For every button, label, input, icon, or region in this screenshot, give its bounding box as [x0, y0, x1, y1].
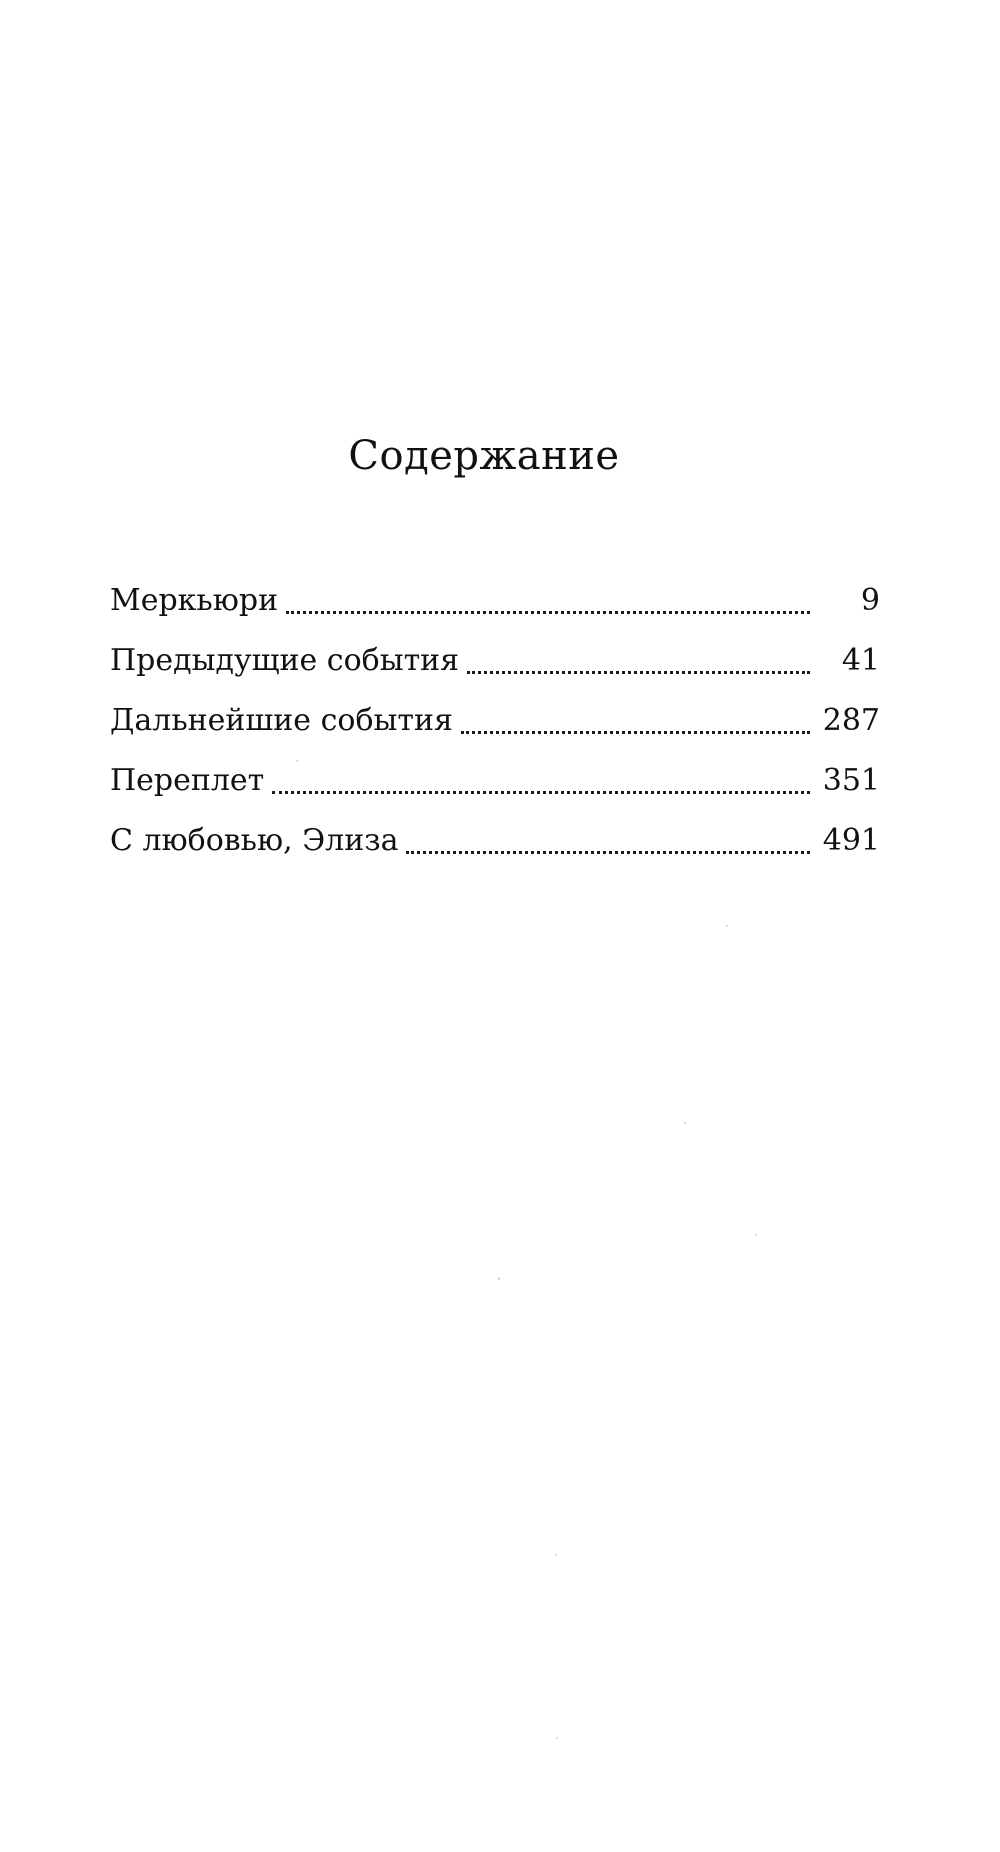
toc-entry [110, 571, 880, 631]
dot-leader [461, 729, 810, 734]
toc-entry-title: Меркьюри [110, 583, 279, 618]
toc-page-number: 491 [822, 823, 880, 858]
scan-speck [556, 1737, 558, 1739]
scan-speck [684, 1122, 686, 1124]
toc-entry [110, 811, 880, 871]
table-of-contents [110, 571, 880, 871]
page-title: Содержание [348, 433, 620, 479]
toc-page-number: 41 [841, 643, 880, 678]
dot-leader [272, 789, 810, 794]
dot-leader [286, 609, 810, 614]
scan-speck [296, 760, 298, 762]
scan-speck [555, 1554, 557, 1556]
dot-leader [406, 849, 810, 854]
toc-page-number: 351 [822, 763, 880, 798]
toc-entry [110, 751, 880, 811]
toc-entry-title: Дальнейшие события [110, 703, 453, 738]
scan-speck [726, 925, 728, 927]
toc-entry [110, 691, 880, 751]
toc-page-number: 9 [860, 583, 880, 618]
scan-speck [755, 1234, 757, 1236]
toc-entry [110, 631, 880, 691]
scan-speck [498, 1277, 500, 1280]
toc-entry-title: Переплет [110, 763, 265, 798]
dot-leader [467, 669, 810, 674]
toc-page-number: 287 [822, 703, 880, 738]
toc-entry-title: С любовью, Элиза [110, 823, 399, 858]
toc-entry-title: Предыдущие события [110, 643, 460, 678]
